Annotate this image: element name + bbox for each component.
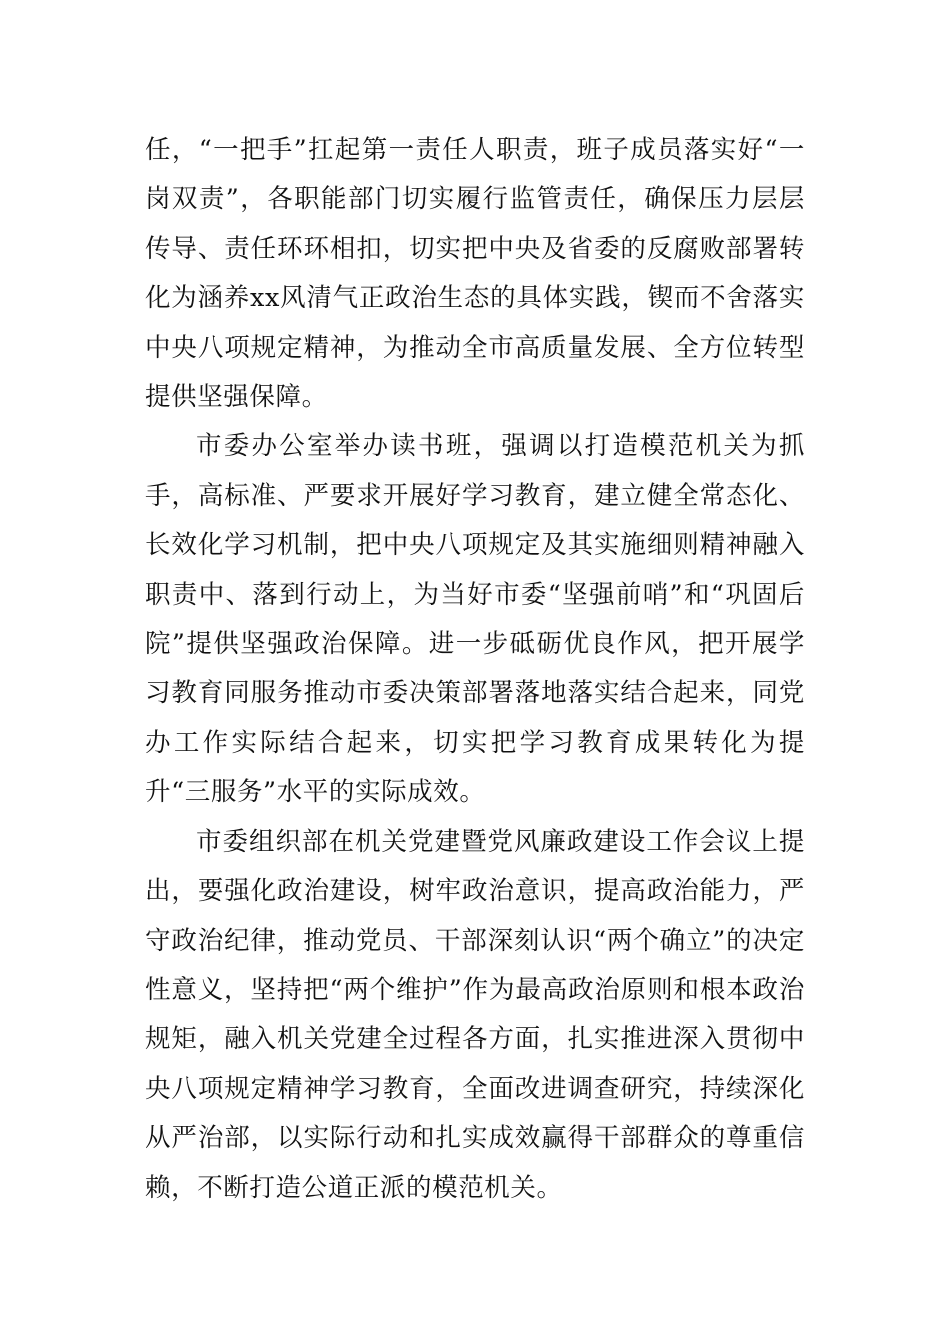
paragraph-organization-dept: 市委组织部在机关党建暨党风廉政建设工作会议上提出，要强化政治建设，树牢政治意识，提高政治能力，严守政治纪律，推动党员、干部深刻认识“两个确立”的决定性意义，坚持把“两个维护”作为最高政治原则和根本政治规矩，融入机关党建全过程各方面，扎实推进深入贯彻中央八项规定精神学习教育，全面改进调查研究，持续深化从严治部，以实际行动和扎实成效赢得干部群众的尊重信赖，不断打造公道正派的模范机关。 bbox=[145, 826, 805, 1203]
paragraph-continued: 任，“一把手”扛起第一责任人职责，班子成员落实好“一岗双责”，各职能部门切实履行监管责任，确保压力层层传导、责任环环相扣，切实把中央及省委的反腐败部署转化为涵养xx风清气正政治生态的具体实践，锲而不舍落实中央八项规定精神，为推动全市高质量发展、全方位转型提供坚强保障。 bbox=[145, 135, 805, 413]
document-body bbox=[145, 126, 805, 1213]
paragraph-office-study: 市委办公室举办读书班，强调以打造模范机关为抓手，高标准、严要求开展好学习教育，建立健全常态化、长效化学习机制，把中央八项规定及其实施细则精神融入职责中、落到行动上，为当好市委“坚强前哨”和“巩固后院”提供坚强政治保障。进一步砥砺优良作风，把开展学习教育同服务推动市委决策部署落地落实结合起来，同党办工作实际结合起来，切实把学习教育成果转化为提升“三服务”水平的实际成效。 bbox=[145, 431, 805, 808]
